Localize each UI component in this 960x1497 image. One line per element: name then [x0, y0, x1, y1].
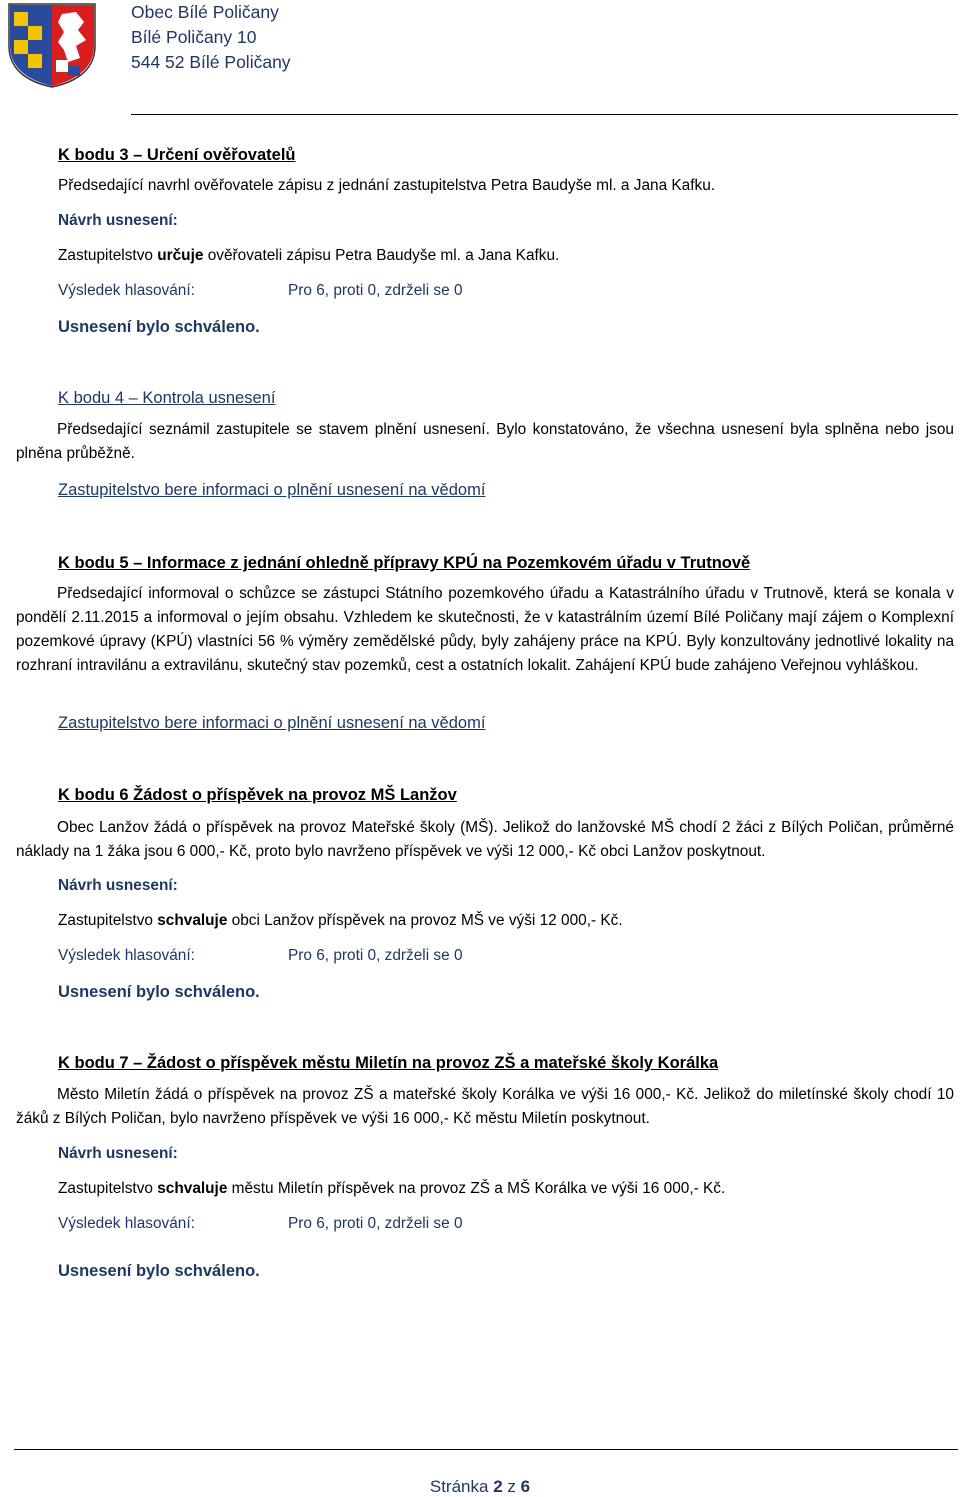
footer-divider: [14, 1449, 958, 1450]
page-of: z: [507, 1477, 516, 1496]
section7-resolution-pre: Zastupitelstvo: [58, 1180, 158, 1197]
section3-resolution: [58, 244, 559, 268]
section3-resolution-pre: Zastupitelstvo: [58, 247, 158, 264]
section3-heading: K bodu 3 – Určení ověřovatelů: [58, 146, 296, 164]
section3-resolution-post: ověřovateli zápisu Petra Baudyše ml. a Jana Kafku.: [203, 247, 560, 264]
section6-proposal-label: Návrh usnesení:: [58, 877, 178, 894]
section7-resolution-post: městu Miletín příspěvek na provoz ZŠ a MŠ Korálka ve výši 16 000,- Kč.: [227, 1180, 726, 1197]
section3-vote-result: Pro 6, proti 0, zdrželi se 0: [288, 282, 463, 299]
page-number: [0, 1477, 960, 1497]
section6-resolution: [58, 909, 623, 933]
section4-heading: K bodu 4 – Kontrola usnesení: [58, 389, 276, 407]
section6-approved: Usnesení bylo schváleno.: [58, 983, 260, 1001]
section7-text: Město Miletín žádá o příspěvek na provoz ZŠ a mateřské školy Korálka ve výši 16 000,- Kč. Jelikož do miletínské školy chodí 10 žáků z Bílých Poličan, bylo navrženo příspěvek ve výši 16 000,- Kč městu Miletín poskytnout.: [16, 1086, 954, 1127]
section5-note: Zastupitelstvo bere informaci o plnění usnesení na vědomí: [58, 714, 486, 732]
section7-heading: K bodu 7 – Žádost o příspěvek městu Miletín na provoz ZŠ a mateřské školy Korálka: [58, 1054, 719, 1072]
section6-resolution-pre: Zastupitelstvo: [58, 912, 158, 929]
section7-resolution: [58, 1177, 725, 1201]
address-line-city: 544 52 Bílé Poličany: [131, 52, 291, 72]
section6-vote-result: Pro 6, proti 0, zdrželi se 0: [288, 947, 463, 964]
section3-text: Předsedající navrhl ověřovatele zápisu z jednání zastupitelstva Petra Baudyše ml. a Jana Kafku.: [58, 177, 716, 194]
section7-vote-label: Výsledek hlasování:: [58, 1215, 195, 1232]
coat-of-arms-logo: [6, 2, 98, 88]
address-line-name: Obec Bílé Poličany: [131, 2, 279, 22]
section3-vote-label: Výsledek hlasování:: [58, 282, 195, 299]
section3-vote: [58, 279, 463, 303]
section7-approved: Usnesení bylo schváleno.: [58, 1262, 260, 1280]
section5-text: Předsedající informoval o schůzce se zástupci Státního pozemkového úřadu a Katastrálního úřadu v Trutnově, která se konala v pondělí 2.11.2015 a informoval o jejím obsahu. Vzhledem ke skutečnosti, že v katastrálním území Bílé Poličany mají zájem o Komplexní pozemkové úpravy (KPÚ) vlastníci 56 % výměry zemědělské půdy, byly zahájeny práce na KPÚ. Byly konzultovány jednotlivé lokality na rozhraní intravilánu a extravilánu, skutečný stav pozemků, cest a ostatních lokalit. Zahájení KPÚ bude zahájeno Veřejnou vyhláškou.: [16, 585, 954, 674]
address-line-street: Bílé Poličany 10: [131, 27, 257, 47]
section3-resolution-verb: určuje: [157, 247, 204, 264]
page-word: Stránka: [429, 1477, 489, 1496]
section6-vote: [58, 944, 463, 968]
section6-resolution-verb: schvaluje: [157, 912, 228, 929]
section3-proposal-label: Návrh usnesení:: [58, 212, 178, 229]
section4-note: Zastupitelstvo bere informaci o plnění usnesení na vědomí: [58, 481, 486, 499]
section6-resolution-post: obci Lanžov příspěvek na provoz MŠ ve výši 12 000,- Kč.: [227, 912, 623, 929]
section7-proposal-label: Návrh usnesení:: [58, 1145, 178, 1162]
page-total: 6: [520, 1477, 531, 1496]
section7-resolution-verb: schvaluje: [157, 1180, 228, 1197]
section6-heading: K bodu 6 Žádost o příspěvek na provoz MŠ Lanžov: [58, 786, 457, 804]
section5-heading: K bodu 5 – Informace z jednání ohledně přípravy KPÚ na Pozemkovém úřadu v Trutnově: [58, 554, 751, 572]
section3-approved: Usnesení bylo schváleno.: [58, 318, 260, 336]
section7-vote-result: Pro 6, proti 0, zdrželi se 0: [288, 1215, 463, 1232]
header-divider: [131, 114, 958, 115]
municipality-address: [131, 0, 291, 75]
page-current: 2: [493, 1477, 503, 1496]
section6-vote-label: Výsledek hlasování:: [58, 947, 195, 964]
section6-text: Obec Lanžov žádá o příspěvek na provoz Mateřské školy (MŠ). Jelikož do lanžovské MŠ chodí 2 žáci z Bílých Poličan, průměrné náklady na 1 žáka jsou 6 000,- Kč, proto bylo navrženo příspěvek ve výši 12 000,- Kč obci Lanžov poskytnout.: [16, 819, 954, 860]
letterhead: [0, 0, 960, 116]
section7-vote: [58, 1212, 463, 1236]
section4-text: Předsedající seznámil zastupitele se stavem plnění usnesení. Bylo konstatováno, že všechna usnesení byla splněna nebo jsou plněna průběžně.: [16, 421, 954, 462]
